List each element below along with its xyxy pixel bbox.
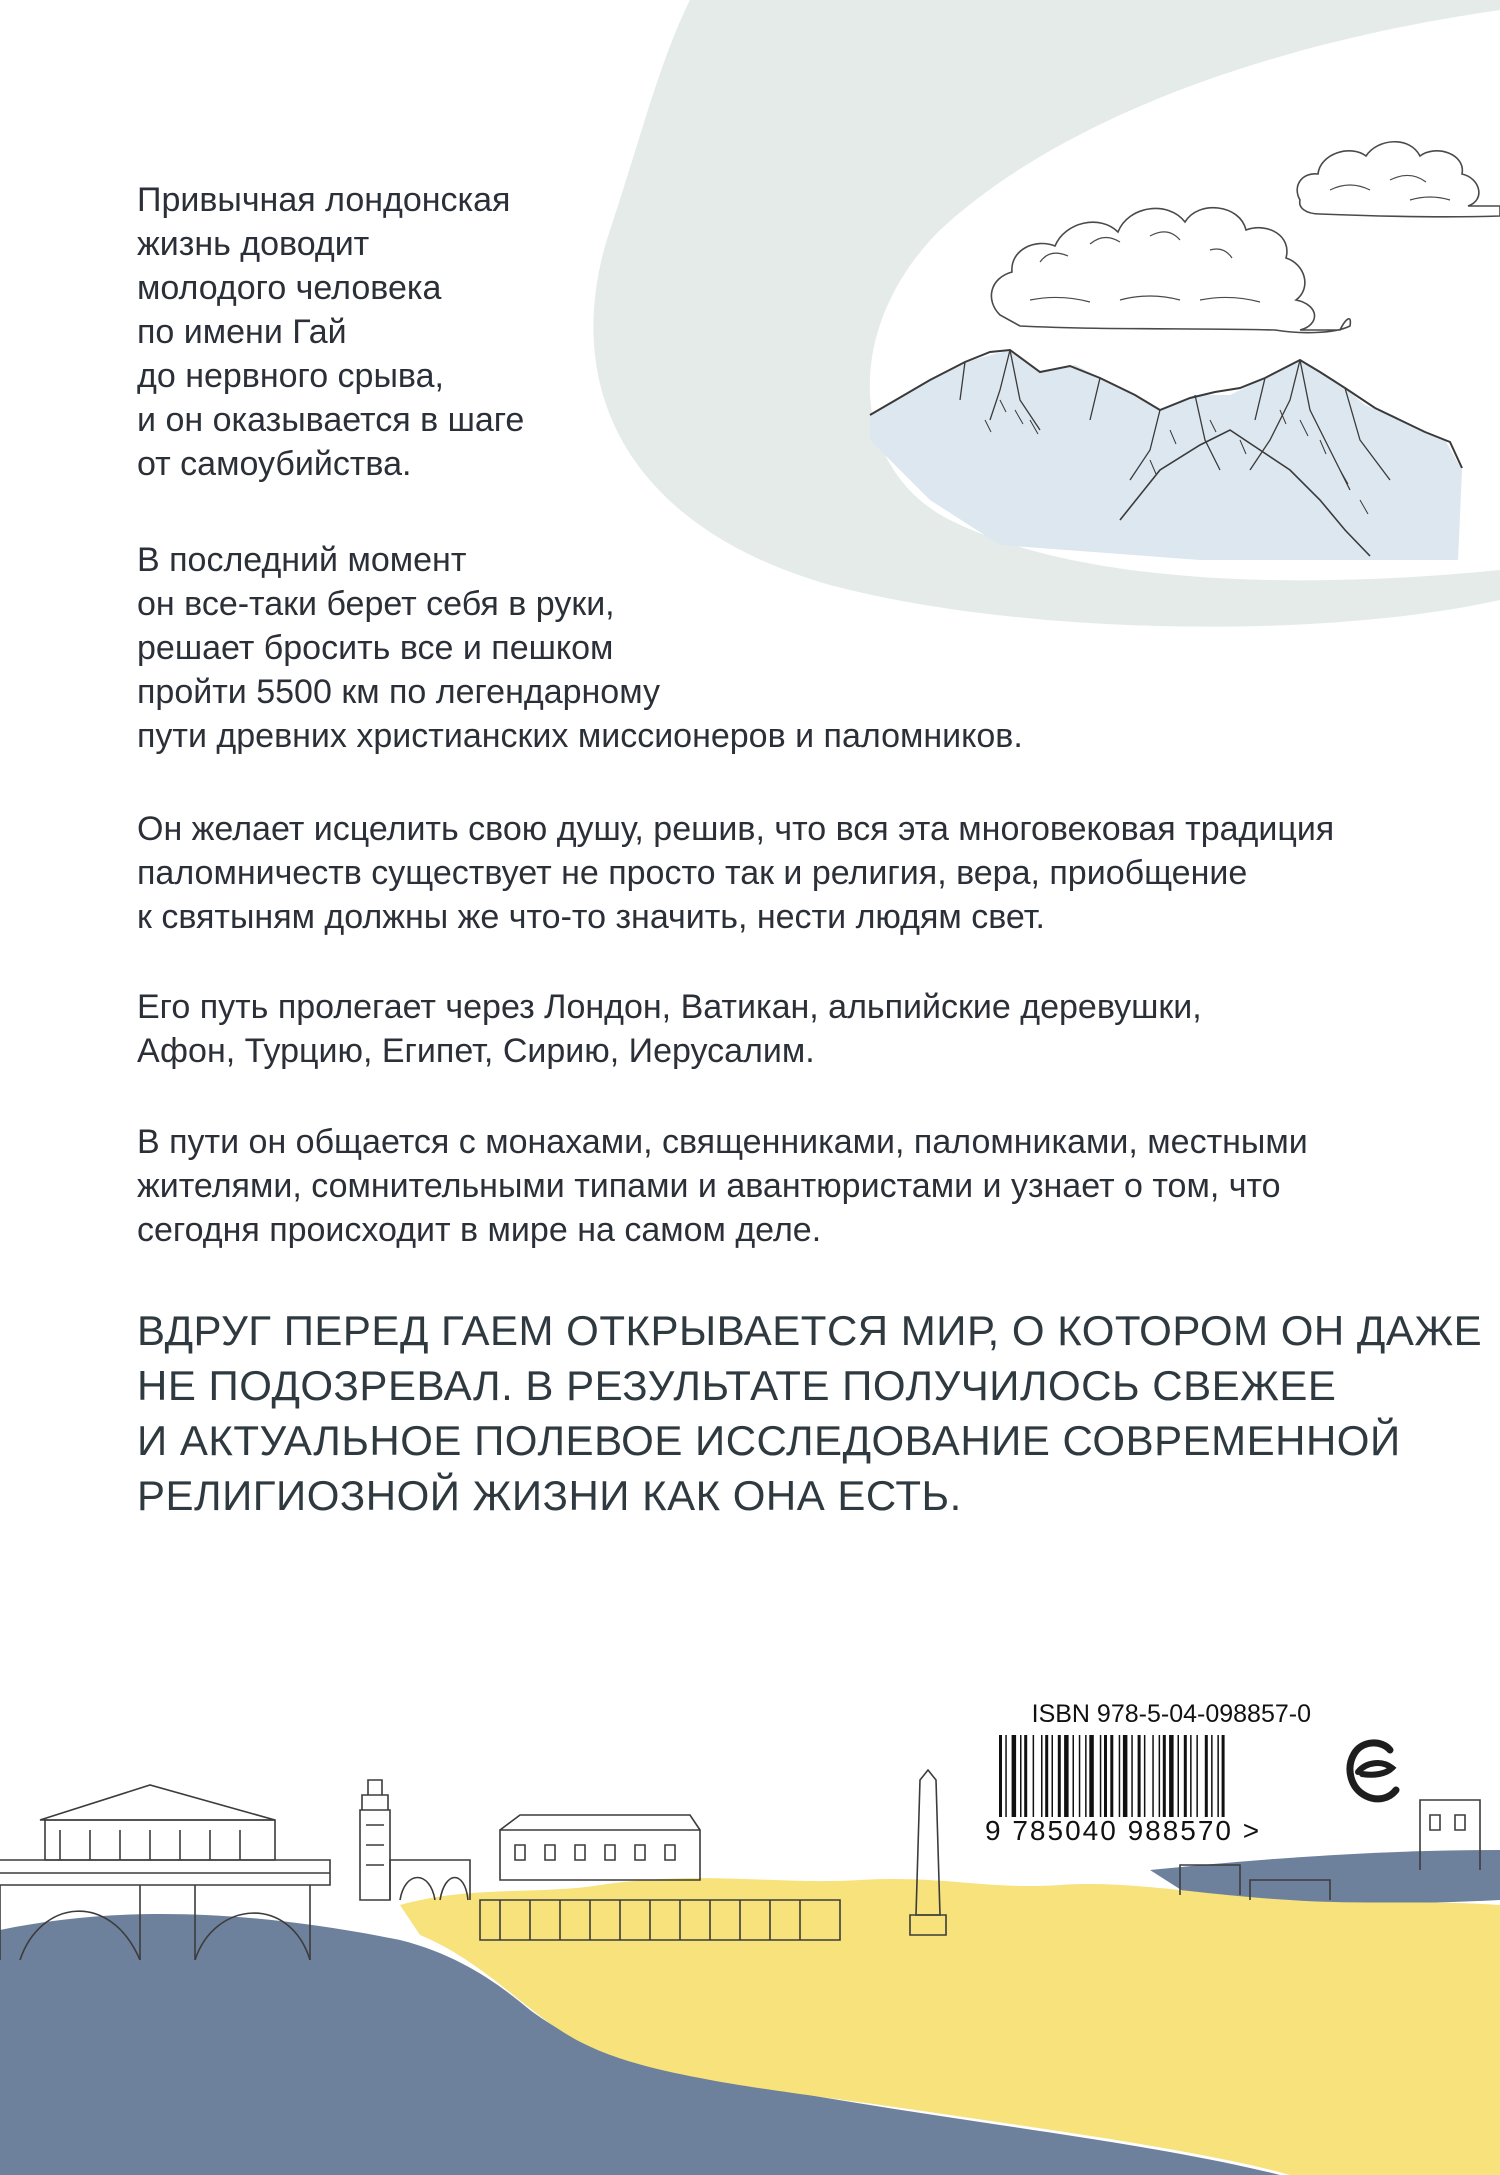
text-line: до нервного срыва,	[137, 357, 444, 395]
text-line: Привычная лондонская	[137, 181, 511, 219]
barcode-bar	[1163, 1735, 1166, 1817]
barcode-bar	[1073, 1735, 1075, 1817]
headline-line: НЕ ПОДОЗРЕВАЛ. В РЕЗУЛЬТАТЕ ПОЛУЧИЛОСЬ СВЕЖЕЕ	[137, 1362, 1337, 1409]
barcode-bar	[1152, 1735, 1154, 1817]
barcode-bar	[1169, 1735, 1174, 1817]
text-line: к святыням должны же что-то значить, нести людям свет.	[137, 898, 1045, 936]
barcode-bar	[1052, 1735, 1054, 1817]
clouds-sketch	[991, 142, 1500, 333]
text-line: от самоубийства.	[137, 445, 412, 483]
barcode-bar	[1012, 1735, 1017, 1817]
barcode-bar	[1110, 1735, 1113, 1817]
barcode-bar	[1205, 1735, 1208, 1817]
text-line: жизнь доводит	[137, 225, 370, 263]
barcode	[995, 1735, 1315, 1817]
barcode-bar	[1079, 1735, 1081, 1817]
barcode-bar	[1178, 1735, 1180, 1817]
isbn-label: ISBN 978-5-04-098857-0	[1031, 1700, 1311, 1728]
text-line: В последний момент	[137, 541, 467, 579]
text-line: и он оказывается в шаге	[137, 401, 525, 439]
barcode-bar	[1119, 1735, 1121, 1817]
text-line: Афон, Турцию, Египет, Сирию, Иерусалим.	[137, 1032, 815, 1070]
barcode-bar	[1024, 1735, 1027, 1817]
text-line: Его путь пролегает через Лондон, Ватикан, альпийские деревушки,	[137, 988, 1202, 1026]
barcode-bar	[1020, 1735, 1022, 1817]
text-line: сегодня происходит в мире на самом деле.	[137, 1211, 822, 1249]
barcode-bar	[1211, 1735, 1213, 1817]
barcode-bar	[1217, 1735, 1219, 1817]
closing-headline	[137, 1303, 1482, 1523]
barcode-bar	[1005, 1735, 1007, 1817]
text-line: Он желает исцелить свою душу, решив, что вся эта многовековая традиция	[137, 810, 1335, 848]
barcode-bar	[1222, 1735, 1225, 1817]
barcode-bar	[1033, 1735, 1035, 1817]
eksmo-logo-icon	[1344, 1736, 1402, 1806]
barcode-bar	[1138, 1735, 1141, 1817]
barcode-digits: 9 785040 988570 >	[985, 1815, 1262, 1846]
barcode-bar	[999, 1735, 1002, 1817]
paragraph-healing	[137, 807, 1334, 939]
text-line: паломничеств существует не просто так и религия, вера, приобщение	[137, 854, 1248, 892]
barcode-bar	[1104, 1735, 1107, 1817]
barcode-bar	[1123, 1735, 1128, 1817]
text-line: В пути он общается с монахами, священниками, паломниками, местными	[137, 1123, 1308, 1161]
barcode-bar	[1184, 1735, 1187, 1817]
headline-line: ВДРУГ ПЕРЕД ГАЕМ ОТКРЫВАЕТСЯ МИР, О КОТОРОМ ОН ДАЖЕ	[137, 1307, 1483, 1354]
text-line: молодого человека	[137, 269, 442, 307]
headline-line: И АКТУАЛЬНОЕ ПОЛЕВОЕ ИССЛЕДОВАНИЕ СОВРЕМЕННОЙ	[137, 1417, 1401, 1464]
text-line: жителями, сомнительными типами и авантюристами и узнает о том, что	[137, 1167, 1281, 1205]
headline-line: РЕЛИГИОЗНОЙ ЖИЗНИ КАК ОНА ЕСТЬ.	[137, 1472, 962, 1519]
barcode-bar	[1041, 1735, 1043, 1817]
paragraph-intro	[137, 178, 524, 486]
paragraph-decision	[137, 538, 1023, 758]
barcode-bar	[1196, 1735, 1198, 1817]
barcode-bar	[1058, 1735, 1061, 1817]
isbn-block	[985, 1700, 1315, 1847]
barcode-bar	[1100, 1735, 1102, 1817]
text-line: по имени Гай	[137, 313, 347, 351]
barcode-bar	[1085, 1735, 1087, 1817]
paragraph-encounters	[137, 1120, 1308, 1252]
barcode-bar	[1159, 1735, 1161, 1817]
barcode-bar	[1144, 1735, 1146, 1817]
barcode-bar	[1064, 1735, 1069, 1817]
text-line: он все-таки берет себя в руки,	[137, 585, 615, 623]
barcode-bar	[1045, 1735, 1048, 1817]
paragraph-route	[137, 985, 1202, 1073]
text-line: решает бросить все и пешком	[137, 629, 614, 667]
text-line: пройти 5500 км по легендарному	[137, 673, 660, 711]
barcode-bar	[1131, 1735, 1133, 1817]
barcode-bar	[1190, 1735, 1192, 1817]
barcode-bar	[1089, 1735, 1094, 1817]
text-line: пути древних христианских миссионеров и паломников.	[137, 717, 1023, 755]
